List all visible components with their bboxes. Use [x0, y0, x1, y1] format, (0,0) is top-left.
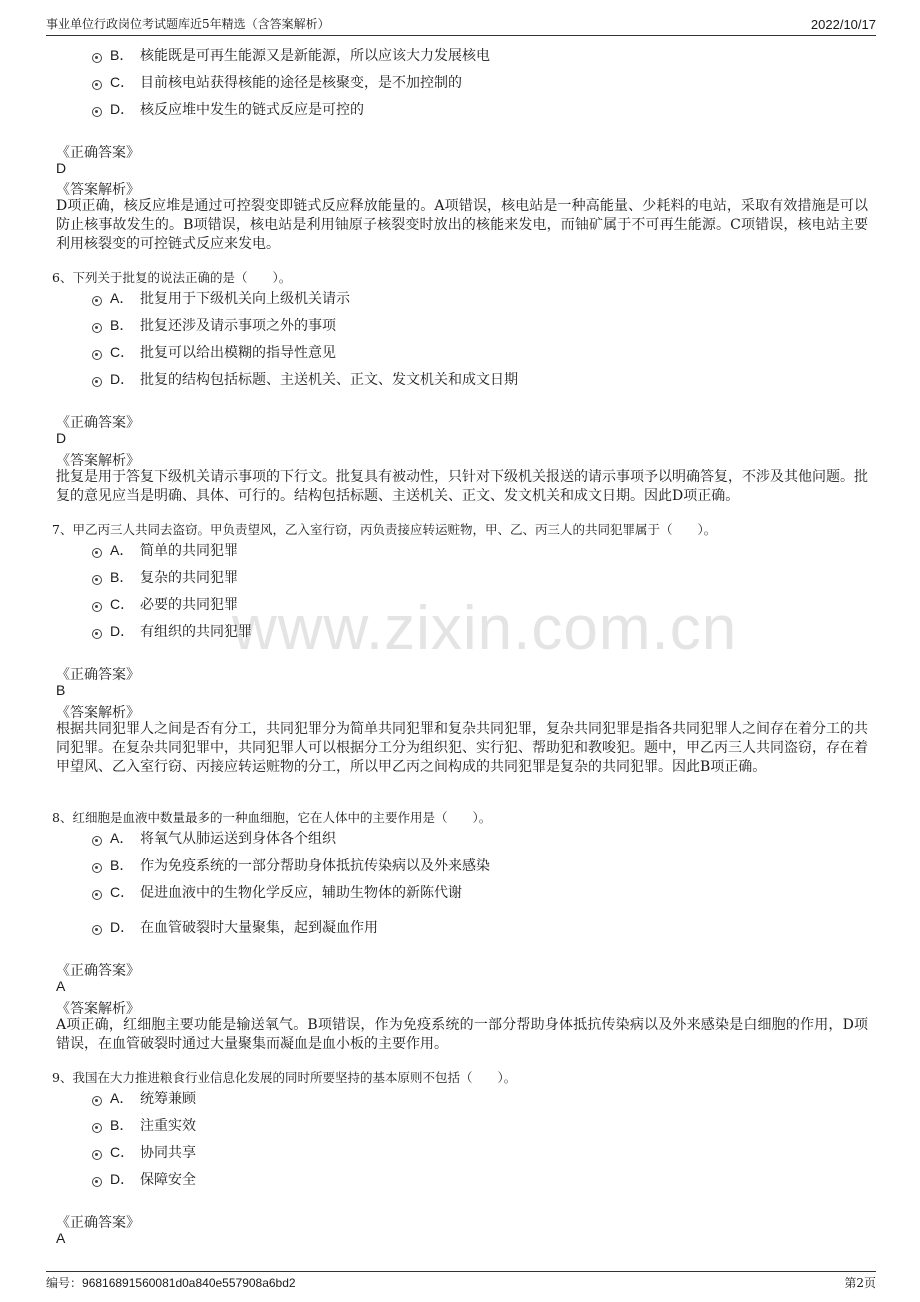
radio-icon[interactable] [92, 925, 102, 935]
analysis-label: 《答案解析》 [56, 453, 140, 469]
radio-icon[interactable] [92, 863, 102, 873]
answer-value: D [56, 160, 67, 176]
question-9: 9、我国在大力推进粮食行业信息化发展的同时所要坚持的基本原则不包括（ ）。 [52, 1070, 517, 1085]
answer-label: 《正确答案》 [56, 1215, 140, 1231]
q7-option-b[interactable]: B． 复杂的共同犯罪 [92, 567, 238, 587]
radio-icon[interactable] [92, 602, 102, 612]
answer-label: 《正确答案》 [56, 963, 140, 979]
q9-option-b[interactable]: B． 注重实效 [92, 1115, 196, 1135]
radio-icon[interactable] [92, 80, 102, 90]
radio-icon[interactable] [92, 323, 102, 333]
answer-value: A [56, 978, 66, 994]
answer-label: 《正确答案》 [56, 145, 140, 161]
q9-option-d[interactable]: D． 保障安全 [92, 1169, 196, 1189]
q5-option-c[interactable]: C． 目前核电站获得核能的途径是核聚变，是不加控制的 [92, 72, 462, 92]
q8-option-d[interactable]: D． 在血管破裂时大量聚集，起到凝血作用 [92, 917, 378, 937]
radio-icon[interactable] [92, 1123, 102, 1133]
answer-label: 《正确答案》 [56, 415, 140, 431]
analysis-label: 《答案解析》 [56, 182, 140, 198]
q6-option-b[interactable]: B． 批复还涉及请示事项之外的事项 [92, 315, 336, 335]
question-6: 6、下列关于批复的说法正确的是（ ）。 [52, 270, 292, 285]
document-date: 2022/10/17 [810, 17, 876, 32]
radio-icon[interactable] [92, 107, 102, 117]
radio-icon[interactable] [92, 836, 102, 846]
radio-icon[interactable] [92, 377, 102, 387]
radio-icon[interactable] [92, 53, 102, 63]
analysis-text: D项正确，核反应堆是通过可控裂变即链式反应释放能量的。A项错误，核电站是一种高能量、少耗料的电站，采取有效措施是可以防止核事故发生的。B项错误，核电站是利用铀原子核裂变时放出的核能来发电，而铀矿属于不可再生能源。C项错误，核电站主要利用核裂变的可控链式反应来发电。 [56, 198, 868, 252]
answer-value: A [56, 1230, 66, 1246]
radio-icon[interactable] [92, 629, 102, 639]
analysis-text: 批复是用于答复下级机关请示事项的下行文。批复具有被动性，只针对下级机关报送的请示事项予以明确答复，不涉及其他问题。批复的意见应当是明确、具体、可行的。结构包括标题、主送机关、正文、发文机关和成文日期。因此D项正确。 [56, 469, 868, 504]
q7-option-c[interactable]: C． 必要的共同犯罪 [92, 594, 238, 614]
answer-value: B [56, 682, 66, 698]
q9-option-a[interactable]: A． 统筹兼顾 [92, 1088, 196, 1108]
radio-icon[interactable] [92, 296, 102, 306]
radio-icon[interactable] [92, 575, 102, 585]
q5-option-b[interactable]: B． 核能既是可再生能源又是新能源，所以应该大力发展核电 [92, 45, 490, 65]
question-8: 8、红细胞是血液中数量最多的一种血细胞，它在人体中的主要作用是（ ）。 [52, 810, 492, 825]
page-footer [46, 1271, 876, 1291]
analysis-label: 《答案解析》 [56, 705, 140, 721]
q6-option-d[interactable]: D． 批复的结构包括标题、主送机关、正文、发文机关和成文日期 [92, 369, 518, 389]
document-title: 事业单位行政岗位考试题库近5年精选（含答案解析） [46, 17, 330, 31]
radio-icon[interactable] [92, 1150, 102, 1160]
radio-icon[interactable] [92, 350, 102, 360]
question-7: 7、甲乙丙三人共同去盗窃。甲负责望风，乙入室行窃，丙负责接应转运赃物，甲、乙、丙三人的共同犯罪属于（ ）。 [52, 522, 717, 537]
analysis-label: 《答案解析》 [56, 1001, 140, 1017]
answer-value: D [56, 430, 67, 446]
q6-option-a[interactable]: A． 批复用于下级机关向上级机关请示 [92, 288, 350, 308]
radio-icon[interactable] [92, 548, 102, 558]
q8-option-b[interactable]: B． 作为免疫系统的一部分帮助身体抵抗传染病以及外来感染 [92, 855, 490, 875]
analysis-text: A项正确，红细胞主要功能是输送氧气。B项错误，作为免疫系统的一部分帮助身体抵抗传染病以及外来感染是白细胞的作用，D项错误，在血管破裂时通过大量聚集而凝血是血小板的主要作用。 [56, 1017, 868, 1052]
answer-label: 《正确答案》 [56, 667, 140, 683]
watermark: www.zixin.com.cn [232, 594, 738, 663]
q8-option-a[interactable]: A． 将氧气从肺运送到身体各个组织 [92, 828, 336, 848]
q6-option-c[interactable]: C． 批复可以给出模糊的指导性意见 [92, 342, 336, 362]
q9-option-c[interactable]: C． 协同共享 [92, 1142, 196, 1162]
document-code: 编号：96816891560081d0a840e557908a6bd2 [46, 1276, 296, 1290]
analysis-text: 根据共同犯罪人之间是否有分工，共同犯罪分为简单共同犯罪和复杂共同犯罪，复杂共同犯罪是指各共同犯罪人之间存在着分工的共同犯罪。在复杂共同犯罪中，共同犯罪人可以根据分工分为组织犯、实行犯、帮助犯和教唆犯。题中，甲乙丙三人共同盗窃，存在着甲望风、乙入室行窃、丙接应转运赃物的分工，所以甲乙丙之间构成的共同犯罪是复杂的共同犯罪。因此B项正确。 [56, 721, 868, 775]
radio-icon[interactable] [92, 1096, 102, 1106]
page-header [46, 10, 876, 36]
page-number: 第2页 [844, 1276, 876, 1290]
q7-option-d[interactable]: D． 有组织的共同犯罪 [92, 621, 252, 641]
radio-icon[interactable] [92, 1177, 102, 1187]
q5-option-d[interactable]: D． 核反应堆中发生的链式反应是可控的 [92, 99, 364, 119]
q7-option-a[interactable]: A． 简单的共同犯罪 [92, 540, 238, 560]
q8-option-c[interactable]: C． 促进血液中的生物化学反应，辅助生物体的新陈代谢 [92, 882, 462, 902]
radio-icon[interactable] [92, 890, 102, 900]
